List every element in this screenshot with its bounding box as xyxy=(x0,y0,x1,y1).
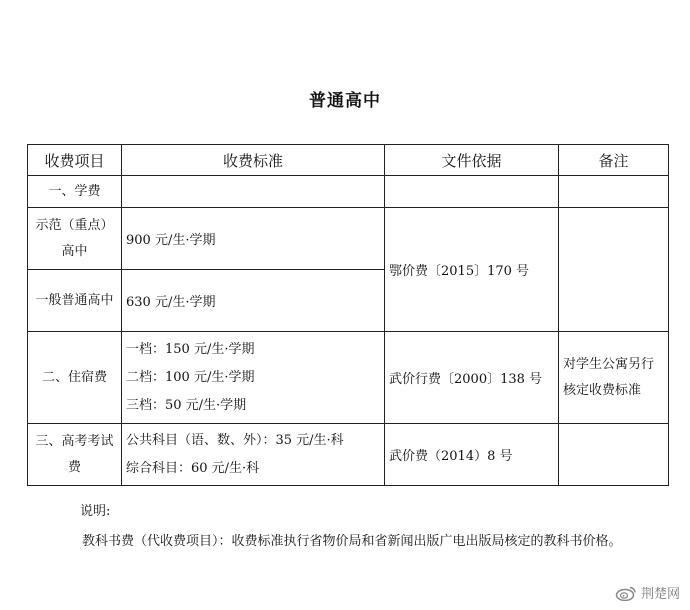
header-note: 备注 xyxy=(559,145,669,176)
weibo-icon xyxy=(615,585,637,601)
table-header-row xyxy=(28,145,669,176)
lodging-tier-1: 一档：150 元/生·学期 xyxy=(126,341,255,357)
table-row xyxy=(28,176,669,208)
lodging-item: 二、住宿费 xyxy=(28,332,122,424)
exam-document: 武价费（2014）8 号 xyxy=(385,424,559,486)
page-title: 普通高中 xyxy=(309,91,381,111)
exam-public-subjects: 公共科目（语、数、外）：35 元/生·科 xyxy=(126,432,344,448)
exam-standard xyxy=(122,424,385,486)
empty-cell xyxy=(559,176,669,208)
regular-school-item: 一般普通高中 xyxy=(28,270,122,332)
watermark-text: 荆楚网 xyxy=(640,587,680,602)
lodging-document: 武价行费〔2000〕138 号 xyxy=(385,332,559,424)
empty-cell xyxy=(122,176,385,208)
exam-item: 三、高考考试费 xyxy=(28,424,122,486)
demo-school-item: 示范（重点）高中 xyxy=(28,208,122,270)
exam-comprehensive-subjects: 综合科目：60 元/生·科 xyxy=(126,460,260,476)
table-row xyxy=(28,208,669,270)
lodging-tier-3: 三档：50 元/生·学期 xyxy=(126,397,247,413)
header-item: 收费项目 xyxy=(28,145,122,176)
empty-cell xyxy=(385,176,559,208)
tuition-item: 一、学费 xyxy=(28,176,122,208)
lodging-note: 对学生公寓另行核定收费标准 xyxy=(559,332,669,424)
empty-cell xyxy=(559,424,669,486)
header-standard: 收费标准 xyxy=(122,145,385,176)
lodging-standard xyxy=(122,332,385,424)
watermark xyxy=(615,583,680,602)
demo-school-standard: 900 元/生·学期 xyxy=(122,208,385,270)
table-row xyxy=(28,332,669,424)
tuition-document: 鄂价费〔2015〕170 号 xyxy=(385,208,559,332)
description-label: 说明: xyxy=(80,504,111,519)
lodging-tier-2: 二档：100 元/生·学期 xyxy=(126,369,255,385)
empty-cell xyxy=(559,208,669,332)
description-text: 教科书费（代收费项目）：收费标准执行省物价局和省新闻出版广电出版局核定的教科书价格。 xyxy=(82,534,622,549)
table-row xyxy=(28,424,669,486)
header-document: 文件依据 xyxy=(385,145,559,176)
regular-school-standard: 630 元/生·学期 xyxy=(122,270,385,332)
fee-table xyxy=(27,144,669,486)
